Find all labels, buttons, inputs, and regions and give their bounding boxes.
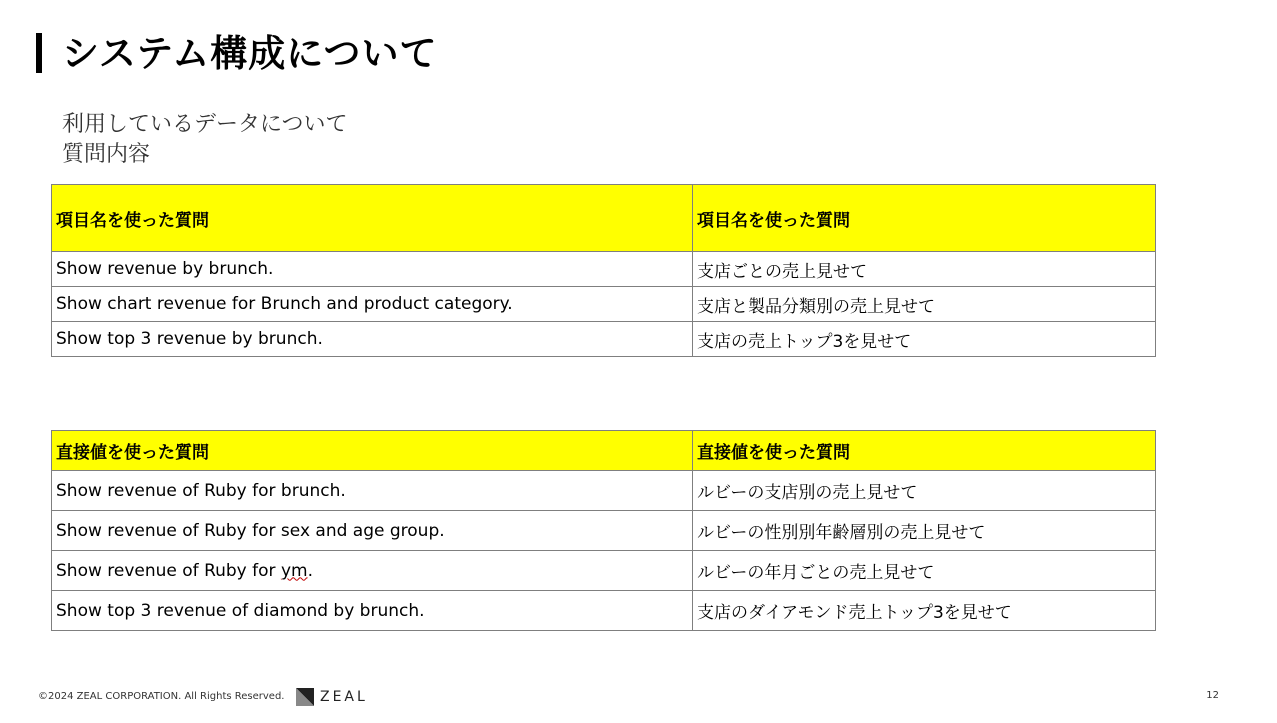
direct-value-questions-table — [51, 430, 1156, 631]
question-english: Show top 3 revenue by brunch. — [52, 322, 693, 357]
table-row — [52, 252, 1156, 287]
question-japanese: 支店ごとの売上見せて — [693, 252, 1156, 287]
logo-wordmark: ZEAL — [320, 689, 368, 705]
header-cell-english: 項目名を使った質問 — [52, 185, 693, 252]
question-japanese: 支店の売上トップ3を見せて — [693, 322, 1156, 357]
question-english: Show revenue of Ruby for sex and age group. — [52, 511, 693, 551]
page-number: 12 — [1206, 690, 1219, 701]
page-title: システム構成について — [62, 32, 438, 75]
zeal-logo — [296, 688, 368, 706]
question-japanese: ルビーの年月ごとの売上見せて — [693, 551, 1156, 591]
table-header-row — [52, 431, 1156, 471]
subtitle-data-usage: 利用しているデータについて — [62, 112, 348, 137]
question-japanese: ルビーの性別別年齢層別の売上見せて — [693, 511, 1156, 551]
table-row — [52, 511, 1156, 551]
header-cell-japanese: 項目名を使った質問 — [693, 185, 1156, 252]
field-name-questions-table — [51, 184, 1156, 357]
spellcheck-flag: ym — [280, 560, 308, 581]
subtitle-question-content: 質問内容 — [62, 142, 151, 167]
question-english: Show revenue by brunch. — [52, 252, 693, 287]
question-english: Show revenue of Ruby for ym. — [52, 551, 693, 591]
title-accent-bar — [36, 33, 42, 73]
question-japanese: ルビーの支店別の売上見せて — [693, 471, 1156, 511]
question-english: Show top 3 revenue of diamond by brunch. — [52, 591, 693, 631]
table-row — [52, 471, 1156, 511]
question-english: Show revenue of Ruby for brunch. — [52, 471, 693, 511]
table-row — [52, 322, 1156, 357]
copyright-text: ©2024 ZEAL CORPORATION. All Rights Reserved. — [38, 691, 285, 702]
question-japanese: 支店のダイアモンド売上トップ3を見せて — [693, 591, 1156, 631]
table-row — [52, 287, 1156, 322]
question-japanese: 支店と製品分類別の売上見せて — [693, 287, 1156, 322]
header-cell-japanese: 直接値を使った質問 — [693, 431, 1156, 471]
header-cell-english: 直接値を使った質問 — [52, 431, 693, 471]
question-english: Show chart revenue for Brunch and product category. — [52, 287, 693, 322]
table-row — [52, 591, 1156, 631]
table-header-row — [52, 185, 1156, 252]
zeal-logo-icon — [296, 688, 314, 706]
table-row — [52, 551, 1156, 591]
